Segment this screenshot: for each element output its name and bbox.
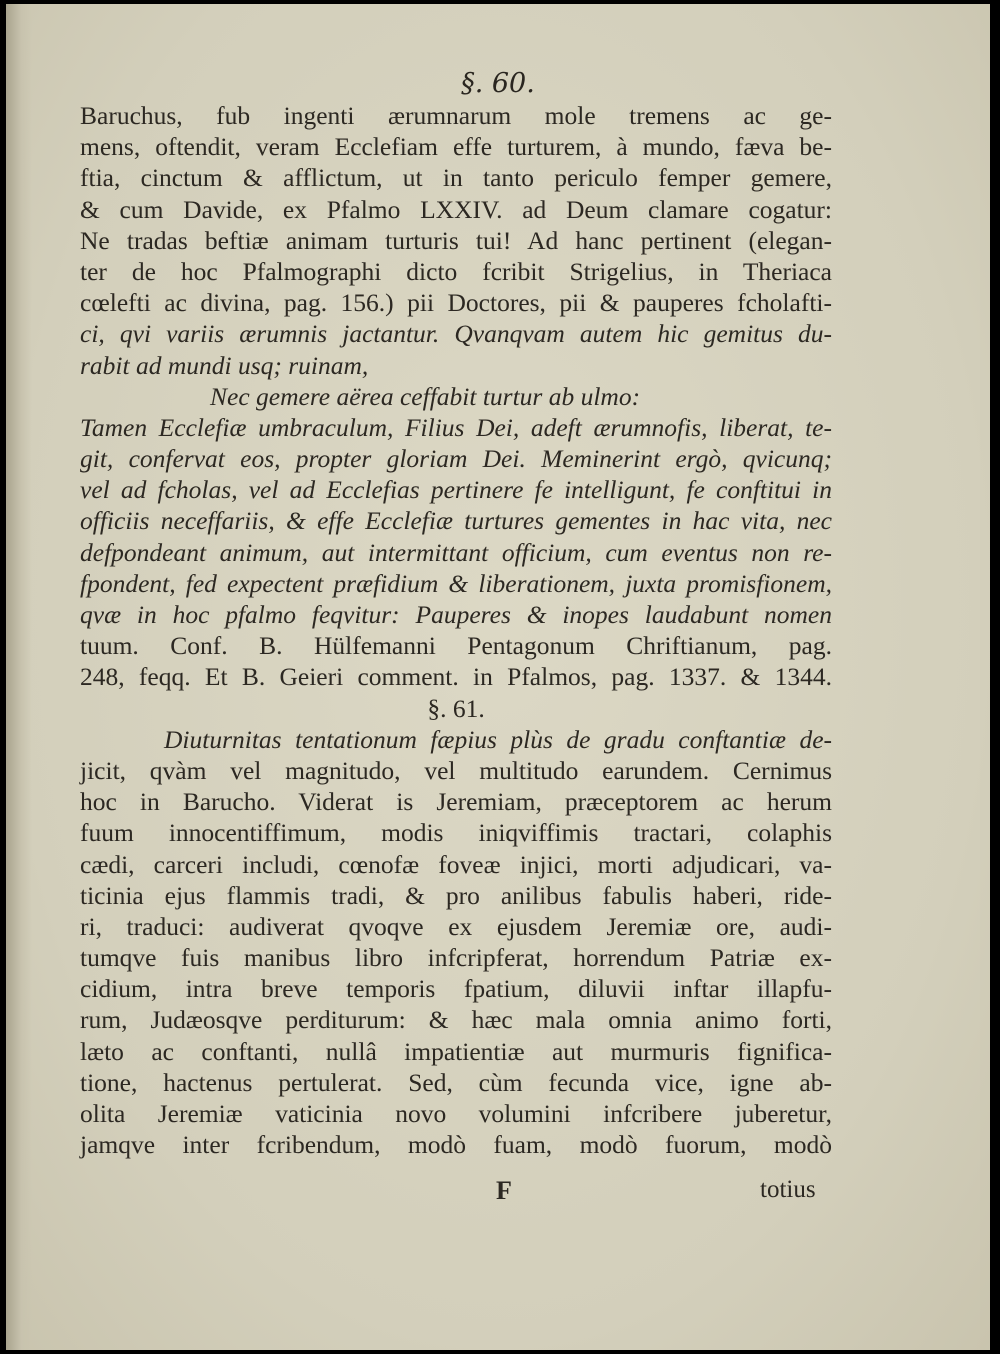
body-text xyxy=(80,100,832,1160)
text-line: tumqve fuis manibus libro infcripferat, horrendum Patriæ ex- xyxy=(80,943,832,973)
text-line: ci, qvi variis ærumnis jactantur. Qvanqvam autem hic gemitus du- xyxy=(80,319,832,349)
text-line: Diuturnitas tentationum fæpius plùs de gradu conftantiæ de- xyxy=(164,724,832,754)
text-line: vel ad fcholas, vel ad Ecclefias pertinere fe intelligunt, fe conftitui in xyxy=(80,475,832,505)
page-spine-shadow xyxy=(6,4,32,1350)
text-line: cœlefti ac divina, pag. 156.) pii Doctores, pii & pauperes fcholafti- xyxy=(80,288,832,318)
section-heading-61: §. 61. xyxy=(427,693,485,723)
text-line: hoc in Barucho. Viderat is Jeremiam, præceptorem ac herum xyxy=(80,787,832,817)
text-line: læto ac conftanti, nullâ impatientiæ aut murmuris fignifica- xyxy=(80,1036,832,1066)
section-heading-60: §. 60. xyxy=(461,68,535,99)
verse-line: Nec gemere aërea ceffabit turtur ab ulmo: xyxy=(210,381,641,411)
text-line: fuum innocentiffimum, modis iniqviffimis tractari, colaphis xyxy=(80,818,832,848)
text-line: cidium, intra breve temporis fpatium, diluvii inftar illapfu- xyxy=(80,974,832,1004)
text-line: rabit ad mundi usq; ruinam, xyxy=(80,350,369,380)
text-line: tuum. Conf. B. Hülfemanni Pentagonum Chriftianum, pag. xyxy=(80,631,832,661)
signature-mark: F xyxy=(496,1176,512,1205)
text-line: git, confervat eos, propter gloriam Dei. Meminerint ergò, qvicunq; xyxy=(80,444,832,474)
text-line: mens, oftendit, veram Ecclefiam effe turturem, à mundo, fæva be- xyxy=(80,132,832,162)
catchword: totius xyxy=(760,1176,816,1203)
text-line: tione, hactenus pertulerat. Sed, cùm fecunda vice, igne ab- xyxy=(80,1067,832,1097)
text-line: Tamen Ecclefiæ umbraculum, Filius Dei, adeft ærumnofis, liberat, te- xyxy=(80,412,832,442)
text-line: Ne tradas beftiæ animam turturis tui! Ad hanc pertinent (elegan- xyxy=(80,225,832,255)
text-line: fpondent, fed expectent præfidium & liberationem, juxta promisfionem, xyxy=(80,568,832,598)
book-page xyxy=(6,4,990,1350)
text-line: cædi, carceri includi, cœnofæ foveæ injici, morti adjudicari, va- xyxy=(80,849,832,879)
text-line: defpondeant animum, aut intermittant officium, cum eventus non re- xyxy=(80,537,832,567)
text-line: ter de hoc Pfalmographi dicto fcribit Strigelius, in Theriaca xyxy=(80,256,832,286)
text-line: ftia, cinctum & afflictum, ut in tanto periculo femper gemere, xyxy=(80,163,832,193)
text-line: jicit, qvàm vel magnitudo, vel multitudo earundem. Cernimus xyxy=(80,755,832,785)
text-line: 248, feqq. Et B. Geieri comment. in Pfalmos, pag. 1337. & 1344. xyxy=(80,662,832,692)
text-line: ri, traduci: audiverat qvoqve ex ejusdem Jeremiæ ore, audi- xyxy=(80,911,832,941)
text-line: Baruchus, fub ingenti ærumnarum mole tremens ac ge- xyxy=(80,101,832,130)
text-line: officiis neceffariis, & effe Ecclefiæ turtures gementes in hac vita, nec xyxy=(80,506,832,536)
text-line: & cum Davide, ex Pfalmo LXXIV. ad Deum clamare cogatur: xyxy=(80,194,832,224)
text-line: rum, Judæosqve perditurum: & hæc mala omnia animo forti, xyxy=(80,1005,832,1035)
text-line: ticinia ejus flammis tradi, & pro anilibus fabulis haberi, ride- xyxy=(80,880,832,910)
text-line: qvæ in hoc pfalmo feqvitur: Pauperes & inopes laudabunt nomen xyxy=(80,600,832,629)
text-line: jamqve inter fcribendum, modò fuam, modò fuorum, modò xyxy=(80,1130,832,1160)
text-line: olita Jeremiæ vaticinia novo volumini infcribere juberetur, xyxy=(80,1099,832,1128)
